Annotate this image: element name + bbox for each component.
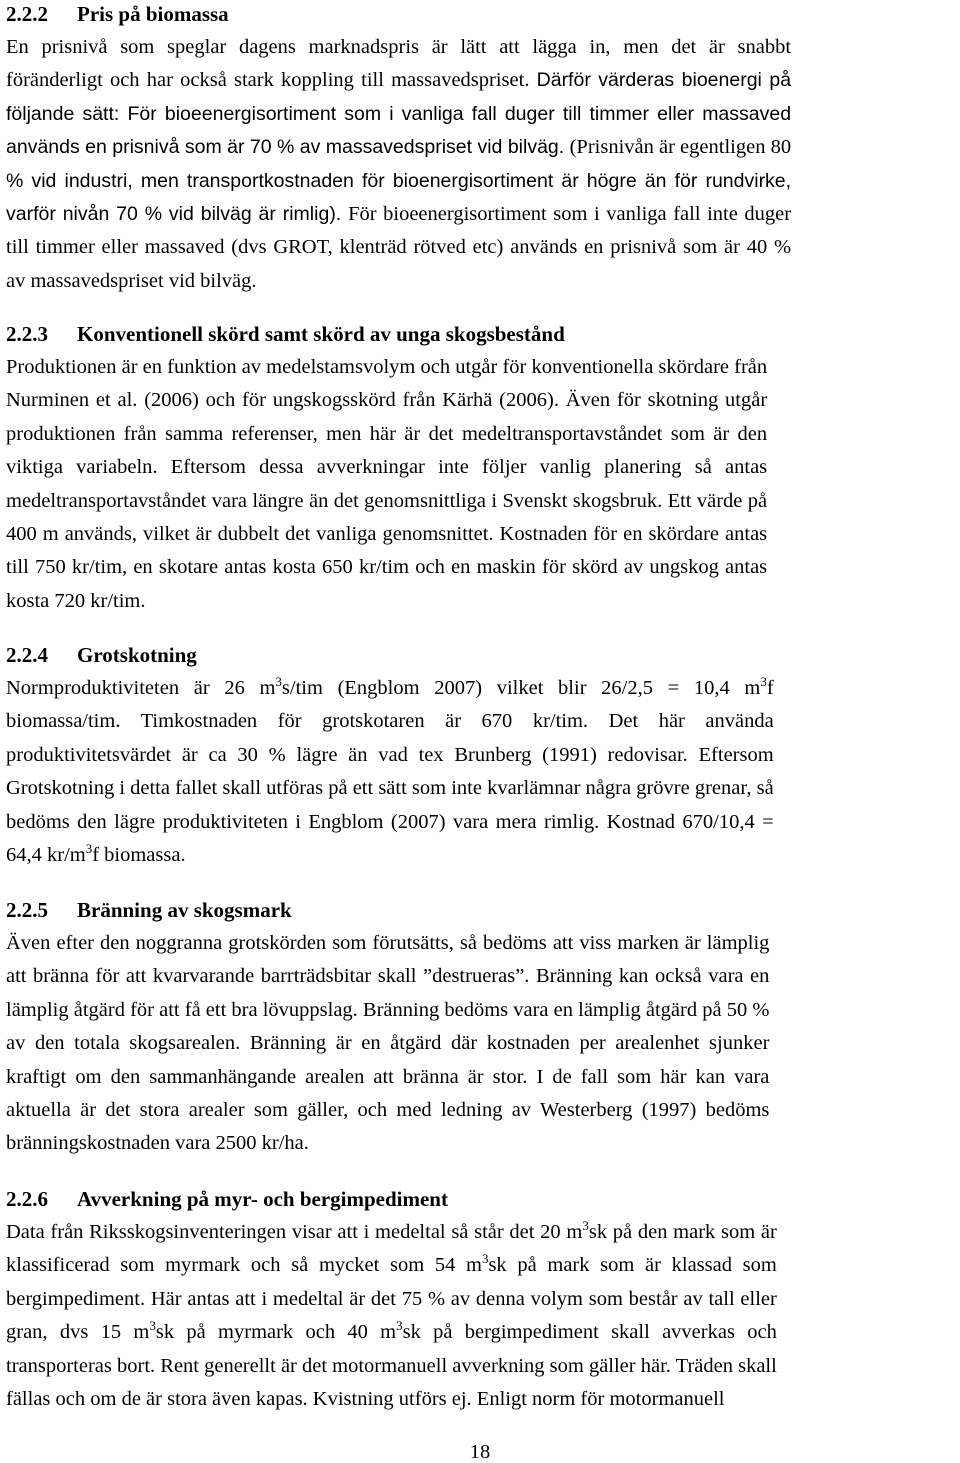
text-run: kosta 720 kr/tim. xyxy=(6,589,146,612)
text-run: % vid industri, men transportkostnaden för bioenergisortiment är högre än för rundvirke, xyxy=(6,169,792,192)
text-run: (Prisnivån är egentligen 80 xyxy=(569,136,792,159)
superscript: 3 xyxy=(149,1318,156,1334)
text-line xyxy=(6,1094,769,1127)
superscript: 3 xyxy=(275,674,282,689)
section-body xyxy=(6,672,774,872)
section-number: 2.2.6 xyxy=(6,1187,48,1211)
text-line xyxy=(6,131,791,164)
text-run: f biomassa. xyxy=(92,844,186,867)
text-run: Därför värderas bioenergi på xyxy=(536,69,792,92)
text-run: fällas och om de är stora även kapas. Kvistning utförs ej. Enligt norm för motormanuell xyxy=(6,1388,725,1411)
section-pris-pa-biomassa xyxy=(6,1,791,298)
text-run: bedöms den lägre produktiviteten i Engblom (2007) vara mera rimlig. Kostnad 670/10,4 = xyxy=(6,810,774,833)
text-line xyxy=(6,198,791,231)
text-run: används en prisnivå som är 70 % av massavedspriset vid bilväg. xyxy=(6,136,570,159)
text-run: sk på myrmark och 40 m xyxy=(155,1321,397,1344)
section-heading xyxy=(6,642,774,668)
section-grotskotning xyxy=(6,642,774,872)
section-title: Bränning av skogsmark xyxy=(77,898,292,922)
section-title: Pris på biomassa xyxy=(77,2,229,26)
text-run: 400 m används, vilket är dubbelt det vanliga genomsnittet. Kostnaden för en skördare antas xyxy=(6,523,768,546)
text-line xyxy=(6,64,791,97)
superscript: 3 xyxy=(582,1218,589,1233)
text-run: att bränna för att kvarvarande barrträdsbitar skall ”destrueras”. Bränning kan också vara en xyxy=(6,965,770,988)
text-line xyxy=(6,31,791,64)
text-line xyxy=(6,672,774,705)
section-number: 2.2.3 xyxy=(6,322,48,346)
text-run: biomassa/tim. Timkostnaden för grotskotaren är 670 kr/tim. Det här använda xyxy=(6,710,774,733)
text-run: Produktionen är en funktion av medelstamsvolym och utgår för konventionella skördare från xyxy=(6,356,768,378)
superscript: 3 xyxy=(396,1318,403,1334)
section-number: 2.2.5 xyxy=(6,898,48,922)
text-run: klassificerad som myrmark och så mycket som 54 m xyxy=(6,1254,482,1277)
section-number: 2.2.4 xyxy=(6,643,48,667)
text-line xyxy=(6,551,767,584)
text-run: föränderligt och har också stark koppling till massavedspriset. xyxy=(6,69,537,92)
text-run: Data från Riksskogsinventeringen visar att i medeltal så står det 20 m xyxy=(6,1221,583,1243)
text-line xyxy=(6,960,769,993)
text-run: till timmer eller massaved (dvs GROT, klenträd rötved etc) används en prisnivå som är 40 % xyxy=(6,236,792,259)
text-run: gran, dvs 15 m xyxy=(6,1321,150,1344)
section-number: 2.2.2 xyxy=(6,2,48,26)
text-line xyxy=(6,384,767,417)
text-run: Nurminen et al. (2006) och för ungskogsskörd från Kärhä (2006). Även för skotning utgår xyxy=(6,389,768,412)
text-run: följande sätt: För bioeenergisortiment som i vanliga fall duger till timmer eller massaved xyxy=(6,102,792,125)
text-line xyxy=(6,839,774,872)
section-konventionell-skord xyxy=(6,321,767,618)
text-run: För bioeenergisortiment som i vanliga fall inte duger xyxy=(348,203,792,226)
text-line xyxy=(6,1350,777,1383)
text-run: Även efter den noggranna grotskörden som förutsätts, så bedöms att viss marken är lämplig xyxy=(6,932,770,954)
text-run: bergimpediment. Här antas att i medeltal är det 75 % av denna volym som består av tall eller xyxy=(6,1287,777,1310)
text-line xyxy=(6,351,767,384)
text-line xyxy=(6,1249,777,1282)
text-line xyxy=(6,265,791,298)
text-run: sk på mark som är klassad som xyxy=(488,1254,777,1277)
text-line xyxy=(6,485,767,518)
text-run: f xyxy=(766,677,774,699)
text-run: lämplig åtgärd för att få ett bra lövuppslag. Bränning bedöms vara en lämplig åtgärd på 50 % xyxy=(6,998,770,1021)
text-line xyxy=(6,451,767,484)
section-heading xyxy=(6,321,767,347)
text-line xyxy=(6,1383,777,1416)
text-run: transporteras bort. Rent generellt är det motormanuell avverkning som gäller här. Träden skall xyxy=(6,1354,777,1377)
text-run: sk på den mark som är xyxy=(588,1221,777,1243)
superscript: 3 xyxy=(85,841,93,857)
section-title: Avverkning på myr- och bergimpediment xyxy=(77,1187,448,1211)
superscript: 3 xyxy=(481,1251,489,1267)
text-run: s/tim (Engblom 2007) vilket blir 26/2,5 = 10,4 m xyxy=(281,677,761,699)
section-body xyxy=(6,927,769,1161)
text-line xyxy=(6,927,769,960)
section-body xyxy=(6,31,791,298)
text-run: varför nivån 70 % vid bilväg är rimlig). xyxy=(6,203,349,226)
text-run: Grotskotning i detta fallet skall utföras på ett sätt som inte kvarlämnar några grövre grenar, så xyxy=(6,777,774,800)
text-line xyxy=(6,518,767,551)
text-run: bränningskostnaden vara 2500 kr/ha. xyxy=(6,1132,309,1155)
text-run: Normproduktiviteten är 26 m xyxy=(6,677,276,699)
section-avverkning-myr-bergimpediment xyxy=(6,1186,777,1416)
text-line xyxy=(6,1027,769,1060)
text-line xyxy=(6,772,774,805)
text-line xyxy=(6,418,767,451)
page-number: 18 xyxy=(469,1441,491,1463)
text-line xyxy=(6,705,774,738)
text-line xyxy=(6,806,774,839)
text-run: produktivitetsvärdet är ca 30 % lägre än vad tex Brunberg (1991) redovisar. Eftersom xyxy=(6,743,774,766)
text-run: 64,4 kr/m xyxy=(6,844,86,867)
text-line xyxy=(6,585,767,618)
text-run: av den totala skogsarealen. Bränning är en åtgärd där kostnaden per arealenhet sjunker xyxy=(6,1032,770,1055)
text-line xyxy=(6,1316,777,1349)
section-body xyxy=(6,1216,777,1416)
section-heading xyxy=(6,1,791,27)
section-heading xyxy=(6,897,769,923)
text-run: sk på bergimpediment skall avverkas och xyxy=(402,1321,777,1344)
text-line xyxy=(6,98,791,131)
text-run: kraftigt om den sammanhängande arealen att bränna är stor. I de fall som här kan vara xyxy=(6,1065,770,1088)
text-run: medeltransportavståndet vara längre än det genomsnittliga i Svenskt skogsbruk. Ett värde på xyxy=(6,489,768,512)
text-line xyxy=(6,739,774,772)
text-run: viktiga variabeln. Eftersom dessa avverkningar inte följer vanlig planering så antas xyxy=(6,456,768,479)
text-run: aktuella är det stora arealer som gäller, och med ledning av Westerberg (1997) bedöms xyxy=(6,1099,770,1122)
section-body xyxy=(6,351,767,618)
text-line xyxy=(6,994,769,1027)
text-line xyxy=(6,165,791,198)
text-line xyxy=(6,1283,777,1316)
section-title: Grotskotning xyxy=(77,643,197,667)
text-line xyxy=(6,1216,777,1249)
text-run: En prisnivå som speglar dagens marknadspris är lätt att lägga in, men det är snabbt xyxy=(6,36,792,58)
section-branning-av-skogsmark xyxy=(6,897,769,1161)
text-line xyxy=(6,1127,769,1160)
text-line xyxy=(6,1061,769,1094)
section-heading xyxy=(6,1186,777,1212)
text-run: av massavedspriset vid bilväg. xyxy=(6,269,257,292)
section-title: Konventionell skörd samt skörd av unga skogsbestånd xyxy=(77,322,565,346)
text-run: till 750 kr/tim, en skotare antas kosta 650 kr/tim och en maskin för skörd av ungskog antas xyxy=(6,556,768,579)
text-line xyxy=(6,231,791,264)
superscript: 3 xyxy=(760,674,767,689)
text-run: produktionen från samma referenser, men här är det medeltransportavståndet som är den xyxy=(6,422,768,445)
